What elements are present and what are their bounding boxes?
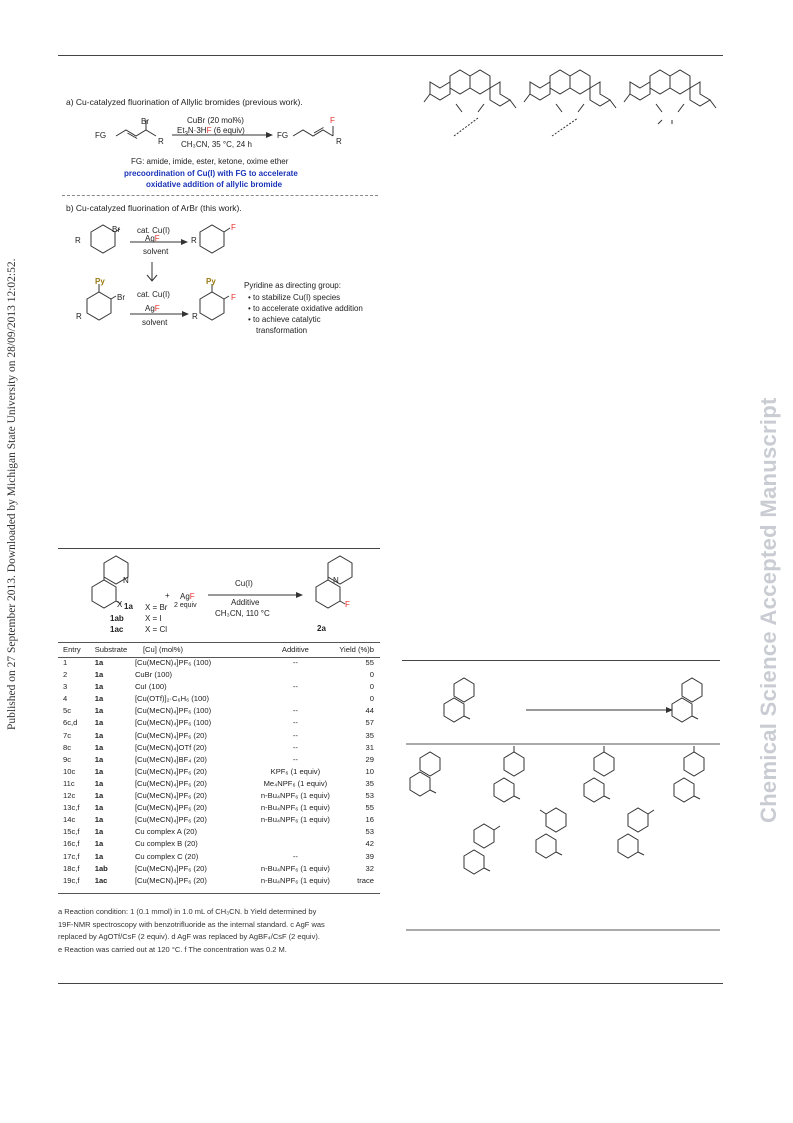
cell-yield: 0 — [369, 682, 374, 692]
cell-substrate: 1a — [94, 706, 104, 716]
mechanism-note-line2: oxidative addition of allylic bromide — [146, 180, 283, 189]
cell-cu-loading: [Cu(OTf)]₂·C₆H₆ (100) — [134, 694, 209, 704]
plus-sign: + — [165, 591, 170, 600]
substrate-1ab-x: X = I — [145, 614, 162, 623]
cell-substrate: 1a — [94, 730, 104, 740]
cell-cu-loading: [Cu(MeCN)₄]PF₆ (20) — [134, 791, 207, 801]
cell-additive — [252, 826, 340, 838]
f1-label: F — [231, 223, 236, 232]
panel-divider — [62, 195, 378, 196]
r2-product-label: R — [192, 312, 198, 321]
cell-additive: n-Bu₄NPF₆ (1 equiv) — [260, 803, 330, 813]
cell-entry: 19c,f — [63, 875, 80, 885]
br-label: Br — [141, 117, 149, 126]
cell-substrate: 1a — [94, 658, 104, 667]
table-row — [58, 778, 380, 790]
panel-a-title: a) Cu-catalyzed fluorination of Allylic bromides (previous work). — [66, 97, 303, 107]
cell-yield: 29 — [365, 754, 374, 764]
published-sidebar — [2, 258, 20, 730]
cell-yield: 31 — [365, 742, 374, 752]
cell-additive: -- — [292, 706, 298, 716]
table-row — [58, 790, 380, 802]
cell-cu-loading: [Cu(MeCN)₄]BF₄ (20) — [134, 754, 207, 764]
cell-substrate: 1ab — [94, 863, 108, 873]
cell-yield: trace — [357, 875, 374, 885]
cell-substrate: 1ac — [94, 875, 108, 885]
bottom-rule — [58, 983, 723, 984]
cell-entry: 1 — [63, 658, 68, 667]
cell-additive: -- — [292, 851, 298, 861]
agf-label-table: AgF — [180, 592, 195, 601]
footnote-line-2: 19F-NMR spectroscopy with benzotrifluoride as the internal standard. c AgF was — [58, 919, 325, 929]
cell-cu-loading: [Cu(MeCN)₄]PF₆ (100) — [134, 718, 212, 728]
substrate-n-label: N — [123, 576, 129, 585]
table-row — [58, 657, 380, 669]
cell-cu-loading: [Cu(MeCN)₄]PF₆ (20) — [134, 778, 207, 788]
cell-additive: -- — [292, 658, 298, 667]
cell-additive — [252, 838, 340, 850]
cell-yield: 55 — [365, 803, 374, 813]
cell-cu-loading: [Cu(MeCN)₄]PF₆ (20) — [134, 863, 207, 873]
conditions-a: CH₃CN, 35 °C, 24 h — [181, 140, 252, 149]
cell-yield: 42 — [365, 839, 374, 849]
cell-yield: 10 — [365, 766, 374, 776]
cell-substrate: 1a — [94, 682, 104, 692]
cell-additive: -- — [292, 742, 298, 752]
cubr-reagent: CuBr (20 mol%) — [187, 116, 244, 125]
bullet-3-continued: transformation — [256, 326, 308, 335]
cell-additive: Me₄NPF₆ (1 equiv) — [263, 778, 328, 788]
table-footnotes — [58, 906, 380, 956]
table-row — [58, 802, 380, 814]
cell-additive: n-Bu₄NPF₆ (1 equiv) — [260, 791, 330, 801]
cell-substrate: 1a — [94, 694, 104, 704]
conditions-table: CH₃CN, 110 °C — [215, 609, 270, 618]
cat-cu-label-2: cat. Cu(I) — [137, 290, 170, 299]
table-row — [58, 730, 380, 742]
cell-yield: 53 — [365, 827, 374, 837]
bullet-3: • to achieve catalytic — [248, 315, 321, 324]
cell-substrate: 1a — [94, 718, 104, 728]
cell-cu-loading: [Cu(MeCN)₄]PF₆ (100) — [134, 706, 212, 716]
agf-equiv-label: 2 equiv — [174, 602, 197, 609]
table-row — [58, 875, 380, 887]
fg-list: FG: amide, imide, ester, ketone, oxime ether — [131, 157, 289, 166]
bullet-1: • to stabilize Cu(I) species — [248, 293, 341, 302]
cell-cu-loading: Cu complex A (20) — [134, 827, 197, 837]
product-n-label: N — [333, 576, 339, 585]
cell-substrate: 1a — [94, 670, 104, 680]
cell-cu-loading: [Cu(MeCN)₄]PF₆ (20) — [134, 766, 207, 776]
f2-label: F — [231, 293, 236, 302]
table-row — [58, 863, 380, 875]
cell-entry: 2 — [63, 670, 68, 680]
cell-substrate: 1a — [94, 815, 104, 825]
bullet-2: • to accelerate oxidative addition — [248, 304, 363, 313]
watermark-sidebar — [756, 318, 786, 823]
table-row — [58, 754, 380, 766]
product-f-label: F — [345, 600, 350, 609]
cell-yield: 53 — [365, 791, 374, 801]
substrate-1a-x: X = Br — [145, 603, 168, 612]
substrate-1ac-x: X = Cl — [145, 625, 168, 634]
cell-yield: 35 — [365, 730, 374, 740]
cell-cu-loading: [Cu(MeCN)₄]PF₆ (20) — [134, 730, 207, 740]
panel-b-title: b) Cu-catalyzed fluorination of ArBr (this work). — [66, 203, 242, 213]
r1-product-label: R — [191, 236, 197, 245]
cell-entry: 9c — [63, 754, 72, 764]
table-row — [58, 681, 380, 693]
cell-substrate: 1a — [94, 851, 104, 861]
cell-entry: 6c,d — [63, 718, 78, 728]
solvent-label-2: solvent — [142, 318, 168, 327]
cell-entry: 8c — [63, 742, 72, 752]
cell-additive — [252, 693, 340, 705]
cell-substrate: 1a — [94, 827, 104, 837]
cell-additive: KPF₆ (1 equiv) — [270, 766, 321, 776]
cell-substrate: 1a — [94, 791, 104, 801]
cell-cu-loading: Cu complex C (20) — [134, 851, 199, 861]
agf-label-2: AgF — [145, 304, 160, 313]
cell-additive: -- — [292, 682, 298, 692]
cell-entry: 10c — [63, 766, 76, 776]
cell-additive: -- — [292, 754, 298, 764]
r1-label: R — [75, 236, 81, 245]
table-row — [58, 766, 380, 778]
cell-additive: -- — [292, 718, 298, 728]
additive-label-scheme: Additive — [231, 598, 260, 607]
table-row — [58, 838, 380, 850]
substrate-1a-label: 1a — [124, 602, 133, 611]
py-label-2: Py — [206, 277, 216, 286]
table-row — [58, 851, 380, 863]
mechanism-note-line1: precoordination of Cu(I) with FG to accelerate — [124, 169, 298, 178]
r-right-label: R — [336, 137, 342, 146]
arbr-fluorination-structures — [60, 214, 380, 344]
br2-label: Br — [117, 293, 125, 302]
cell-entry: 16c,f — [63, 839, 80, 849]
cell-yield: 32 — [365, 863, 374, 873]
footnote-line-3: replaced by AgOTf/CsF (2 equiv). d AgF was replaced by AgBF₄/CsF (2 equiv). — [58, 932, 320, 942]
optimization-table — [58, 642, 380, 887]
cell-substrate: 1a — [94, 778, 104, 788]
cell-yield: 0 — [369, 694, 374, 704]
cell-cu-loading: [Cu(MeCN)₄]OTf (20) — [134, 742, 207, 752]
cell-substrate: 1a — [94, 766, 104, 776]
table-row — [58, 814, 380, 826]
header-entry: Entry — [63, 645, 81, 654]
substrate-x-label: X — [117, 600, 123, 609]
cell-additive — [252, 669, 340, 681]
cell-additive: n-Bu₄NPF₆ (1 equiv) — [260, 875, 330, 885]
table-row — [58, 693, 380, 705]
cell-yield: 55 — [365, 658, 374, 667]
cu-complex-a-structure — [424, 70, 516, 136]
cell-substrate: 1a — [94, 754, 104, 764]
table-row — [58, 669, 380, 681]
substrate-1ac-label: 1ac — [110, 625, 124, 634]
cu-complex-c-structure — [624, 70, 716, 124]
cell-cu-loading: CuI (100) — [134, 682, 167, 692]
cell-additive: n-Bu₄NPF₆ (1 equiv) — [260, 815, 330, 825]
r2-label: R — [76, 312, 82, 321]
cell-yield: 57 — [365, 718, 374, 728]
br1-label: Br — [112, 225, 120, 234]
table-row — [58, 742, 380, 754]
cell-additive: -- — [292, 730, 298, 740]
table-bottom-rule — [58, 893, 380, 894]
substrate-scope-structures — [402, 662, 722, 932]
accepted-manuscript-watermark: Chemical Science Accepted Manuscript — [756, 397, 781, 823]
cell-cu-loading: [Cu(MeCN)₄]PF₆ (20) — [134, 803, 207, 813]
cell-cu-loading: [Cu(MeCN)₄]PF₆ (20) — [134, 815, 207, 825]
cu-complex-b-structure — [524, 70, 616, 136]
table-row — [58, 826, 380, 838]
cu-catalyst-label: Cu(I) — [235, 579, 253, 588]
cell-entry: 15c,f — [63, 827, 80, 837]
r-left-label: R — [158, 137, 164, 146]
cell-entry: 17c,f — [63, 851, 80, 861]
cell-yield: 44 — [365, 706, 374, 716]
cell-entry: 3 — [63, 682, 68, 692]
cell-yield: 0 — [369, 670, 374, 680]
cell-entry: 12c — [63, 791, 76, 801]
table-row — [58, 705, 380, 717]
table-scheme-structures — [60, 553, 380, 638]
header-additive: Additive — [281, 645, 309, 654]
published-text: Published on 27 September 2013. Downloaded by Michigan State University on 28/09/2013 12:02:52. — [6, 258, 18, 730]
header-substrate: Substrate — [94, 645, 128, 654]
top-rule — [58, 55, 723, 56]
cell-cu-loading: Cu complex B (20) — [134, 839, 198, 849]
product-2a-label: 2a — [317, 624, 326, 633]
footnote-line-4: e Reaction was carried out at 120 °C. f The concentration was 0.2 M. — [58, 944, 287, 954]
agf-label-1: AgF — [145, 234, 160, 243]
fg-left-label: FG — [95, 131, 107, 140]
cell-entry: 13c,f — [63, 803, 80, 813]
cell-substrate: 1a — [94, 839, 104, 849]
scope-top-rule — [402, 660, 720, 661]
table-top-rule — [58, 548, 380, 549]
table-row — [58, 717, 380, 729]
cell-additive: n-Bu₄NPF₆ (1 equiv) — [260, 863, 330, 873]
cell-yield: 39 — [365, 851, 374, 861]
cell-cu-loading: CuBr (100) — [134, 670, 173, 680]
et3n-reagent: $Et_3N\cdot 3HF$ (6 equiv) — [177, 126, 245, 138]
cell-entry: 14c — [63, 815, 76, 825]
solvent-label-1: solvent — [143, 247, 169, 256]
cell-substrate: 1a — [94, 742, 104, 752]
cell-yield: 35 — [365, 778, 374, 788]
pyridine-heading: Pyridine as directing group: — [244, 281, 341, 290]
cell-entry: 18c,f — [63, 863, 80, 873]
cell-cu-loading: [Cu(MeCN)₄]PF₆ (20) — [134, 875, 207, 885]
footnote-line-1: a Reaction condition: 1 (0.1 mmol) in 1.0 mL of CH₃CN. b Yield determined by — [58, 907, 317, 916]
f-label-a: F — [330, 116, 335, 125]
py-label-1: Py — [95, 277, 105, 286]
header-cu: [Cu] (mol%) — [142, 645, 184, 654]
cat-cu-label-1: cat. Cu(I) — [137, 226, 170, 235]
cell-entry: 7c — [63, 730, 72, 740]
substrate-1ab-label: 1ab — [110, 614, 124, 623]
cell-cu-loading: [Cu(MeCN)₄]PF₆ (100) — [134, 658, 212, 667]
cu-complex-structures — [400, 62, 730, 147]
header-yield: Yield (%)b — [339, 645, 374, 654]
cell-substrate: 1a — [94, 803, 104, 813]
table-header-row — [58, 642, 380, 657]
cell-yield: 16 — [365, 815, 374, 825]
cell-entry: 11c — [63, 778, 75, 788]
fg-right-label: FG — [277, 131, 289, 140]
cell-entry: 4 — [63, 694, 68, 704]
cell-entry: 5c — [63, 706, 72, 716]
